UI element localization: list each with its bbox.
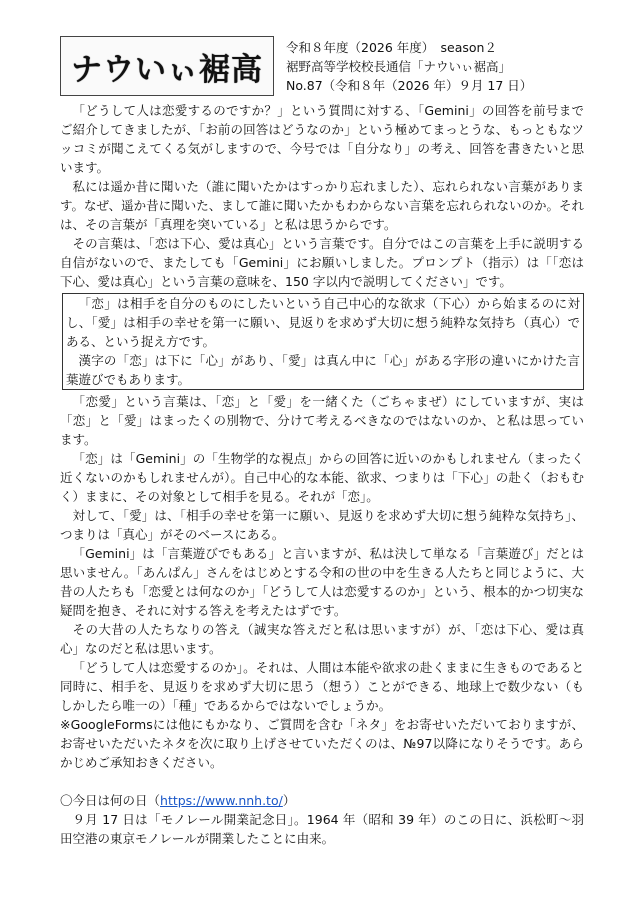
today-heading-label: 〇今日は何の日（ bbox=[60, 793, 161, 808]
paragraph: 「恋」は「Gemini」の「生物学的な視点」からの回答に近いのかもしれません（まったく近くないのかもしれませんが）。自己中心的な本能、欲求、つまりは「下心」の赴く（おもむく）ままに、その対象として相手を見る。それが「恋」。 bbox=[60, 451, 584, 504]
today-heading bbox=[60, 791, 584, 810]
paragraph: 「どうして人は恋愛するのですか？」という質問に対する、「Gemini」の回答を前号までご紹介してきましたが、「お前の回答はどうなのか」という極めてまっとうな、もっともなツッコミが聞こえてくる気がしますので、今号では「自分なり」の考え、回答を書きたいと思います。 bbox=[60, 103, 584, 175]
quote-paragraph: 漢字の「恋」は下に「心」があり、「愛」は真ん中に「心」がある字形の違いにかけた言葉遊びでもあります。 bbox=[66, 353, 580, 387]
issue-info bbox=[286, 38, 586, 95]
section-gap bbox=[60, 772, 584, 791]
note-paragraph: ※GoogleFormsには他にもかなり、ご質問を含む「ネタ」をお寄せいただいておりますが、お寄せいただいたネタを次に取り上げさせていただくのは、№97以降になりそうです。あらかじめご承知おきください。 bbox=[60, 717, 584, 770]
issue-year-line: 令和８年度（2026 年度） season２ bbox=[286, 40, 497, 55]
paragraph: 「Gemini」は「言葉遊びでもある」と言いますが、私は決して単なる「言葉遊び」だとは思いません。「あんぱん」さんをはじめとする令和の世の中を生きる人たちと同じように、大昔の人たちも「恋愛とは何なのか」「どうして人は恋愛するのか」という、根本的かつ切実な疑問を抱き、それに対する答えを考えたはずです。 bbox=[60, 546, 584, 618]
today-paragraph: ９月 17 日は「モノレール開業記念日」。1964 年（昭和 39 年）のこの日に、浜松町～羽田空港の東京モノレールが開業したことに由来。 bbox=[60, 812, 584, 846]
paragraph: 「恋愛」という言葉は、「恋」と「愛」を一緒くた（ごちゃまぜ）にしていますが、実は「恋」と「愛」はまったくの別物で、分けて考えるべきなのではないのか、と私は思っています。 bbox=[60, 394, 584, 447]
newsletter-header bbox=[60, 36, 580, 98]
today-heading-close: ） bbox=[282, 793, 296, 808]
issue-number-line: No.87（令和８年（2026 年）９月 17 日） bbox=[286, 78, 533, 93]
article-body bbox=[60, 101, 584, 848]
masthead-logo bbox=[60, 36, 274, 96]
issue-publisher-line: 裾野高等学校校長通信「ナウいぃ裾高」 bbox=[286, 59, 512, 74]
quote-paragraph: 「恋」は相手を自分のものにしたいという自己中心的な欲求（下心）から始まるのに対し、「愛」は相手の幸せを第一に願い、見返りを求めず大切に想う純粋な気持ち（真心）である、という捉え方です。 bbox=[66, 296, 580, 349]
paragraph: 私には遥か昔に聞いた（誰に聞いたかはすっかり忘れました）、忘れられない言葉があります。なぜ、遥か昔に聞いた、まして誰に聞いたかもわからない言葉を忘れられないのか。それは、その言葉が「真理を突いている」と私は思うからです。 bbox=[60, 179, 584, 232]
paragraph: 対して、「愛」は、「相手の幸せを第一に願い、見返りを求めず大切に想う純粋な気持ち」、つまりは「真心」がそのベースにある。 bbox=[60, 508, 584, 542]
gemini-quote-box bbox=[62, 293, 584, 390]
paragraph: その大昔の人たちなりの答え（誠実な答えだと私は思いますが）が、「恋は下心、愛は真心」なのだと私は思います。 bbox=[60, 622, 584, 656]
masthead-title: ナウいぃ裾高 bbox=[71, 51, 263, 88]
paragraph: その言葉は、「恋は下心、愛は真心」という言葉です。自分ではこの言葉を上手に説明する自信がないので、またしても「Gemini」にお願いしました。プロンプト（指示）は「「恋は下心、愛は真心」という言葉の意味を、150 字以内で説明してください」です。 bbox=[60, 236, 584, 289]
today-link[interactable]: https://www.nnh.to/ bbox=[160, 793, 283, 808]
paragraph: 「どうして人は恋愛するのか」。それは、人間は本能や欲求の赴くままに生きものであると同時に、相手を、見返りを求めず大切に思う（想う）ことができる、地球上で数少ない（もしかしたら唯一の）「種」であるからではないでしょうか。 bbox=[60, 660, 584, 713]
